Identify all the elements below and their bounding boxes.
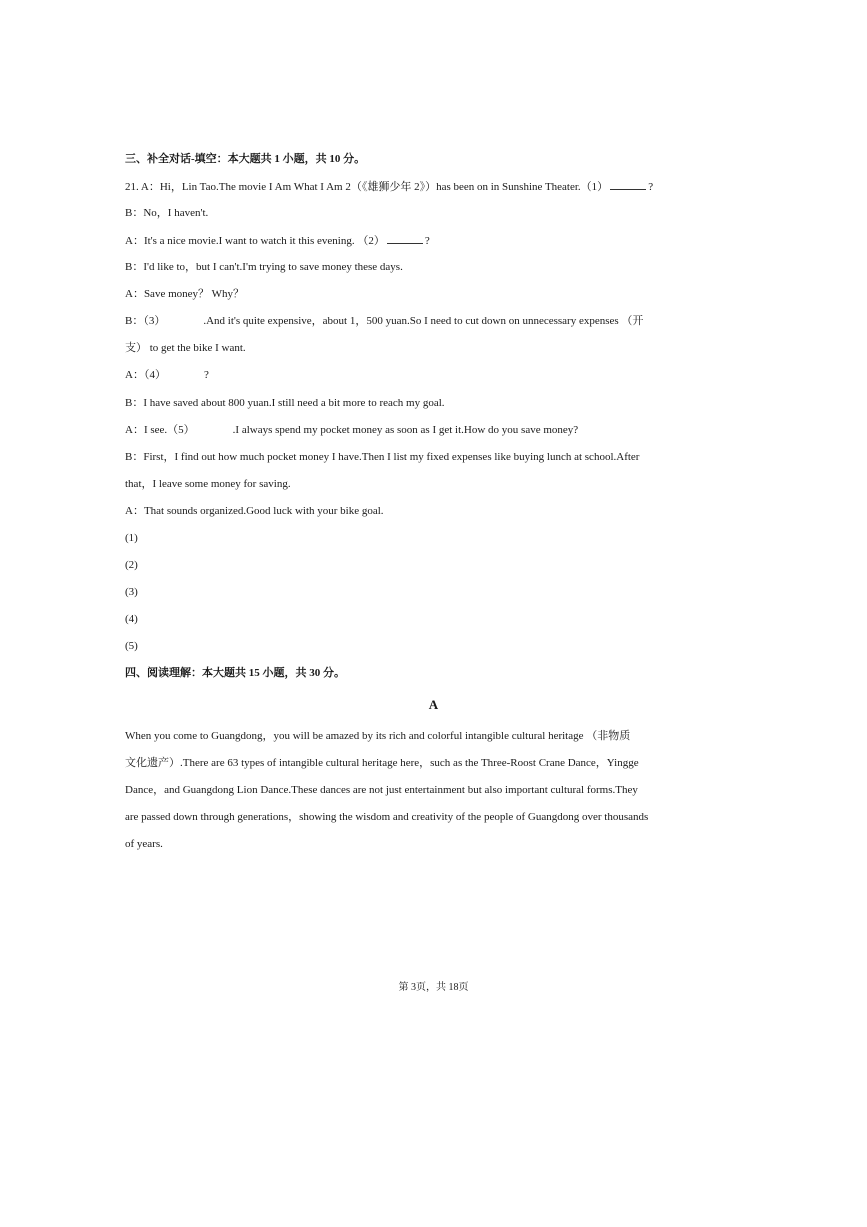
dialogue-a4-start: A：（4） xyxy=(125,369,166,381)
dialogue-b1: B：No，I haven't. xyxy=(125,207,209,219)
answer-slot-1: (1) xyxy=(125,532,138,544)
dialogue-a2-text: A：It's a nice movie.I want to watch it this evening. （2） xyxy=(125,235,385,247)
dialogue-a4 xyxy=(125,368,209,382)
section-4-heading: 四、阅读理解：本大题共 15 小题，共 30 分。 xyxy=(125,667,345,679)
dialogue-b3-end: .And it's quite expensive，about 1，500 yuan.So I need to cut down on unnecessary expenses （开 xyxy=(203,315,644,327)
blank-2 xyxy=(387,233,423,244)
passage-line-2: 文化遗产）.There are 63 types of intangible cultural heritage here，such as the Three-Roost Crane Dance，Yingge xyxy=(125,757,639,769)
dialogue-a5 xyxy=(125,423,578,437)
dialogue-b3-line2: 支） to get the bike I want. xyxy=(125,342,246,354)
dialogue-a2-end: ? xyxy=(424,235,430,247)
page-number: 第 3页，共 18页 xyxy=(398,982,469,993)
question-21-text: 21. A：Hi，Lin Tao.The movie I Am What I Am 2（《雄狮少年 2》）has been on in Sunshine Theater.（1） xyxy=(125,181,609,193)
dialogue-a4-end: ? xyxy=(203,369,209,381)
passage-line-5: of years. xyxy=(125,838,163,850)
dialogue-b5-line1: B：First，I find out how much pocket money I have.Then I list my fixed expenses like buying lunch at school.After xyxy=(125,451,640,463)
question-21-line xyxy=(125,179,653,194)
dialogue-b3-start: B：（3） xyxy=(125,315,166,327)
question-21-end: ? xyxy=(648,181,654,193)
dialogue-b3 xyxy=(125,314,643,328)
passage-line-1: When you come to Guangdong，you will be amazed by its rich and colorful intangible cultural heritage （非物质 xyxy=(125,730,631,742)
passage-line-4: are passed down through generations，showing the wisdom and creativity of the people of Guangdong over thousands xyxy=(125,811,649,823)
answer-slot-2: (2) xyxy=(125,559,138,571)
answer-slot-5: (5) xyxy=(125,640,138,652)
dialogue-b2: B：I'd like to，but I can't.I'm trying to save money these days. xyxy=(125,261,403,273)
dialogue-b4: B：I have saved about 800 yuan.I still need a bit more to reach my goal. xyxy=(125,397,445,409)
dialogue-a3: A：Save money？ Why？ xyxy=(125,288,244,300)
answer-slot-3: (3) xyxy=(125,586,138,598)
dialogue-b5-line2: that，I leave some money for saving. xyxy=(125,478,291,490)
dialogue-a5-start: A：I see.（5） xyxy=(125,424,195,436)
blank-1 xyxy=(610,179,646,190)
passage-line-3: Dance，and Guangdong Lion Dance.These dances are not just entertainment but also important cultural forms.They xyxy=(125,784,638,796)
passage-title: A xyxy=(428,697,439,712)
section-3-heading: 三、补全对话-填空：本大题共 1 小题，共 10 分。 xyxy=(125,153,366,165)
dialogue-a6: A：That sounds organized.Good luck with your bike goal. xyxy=(125,505,384,517)
answer-slot-4: (4) xyxy=(125,613,138,625)
dialogue-a5-end: .I always spend my pocket money as soon as I get it.How do you save money? xyxy=(232,424,579,436)
dialogue-a2 xyxy=(125,233,430,248)
